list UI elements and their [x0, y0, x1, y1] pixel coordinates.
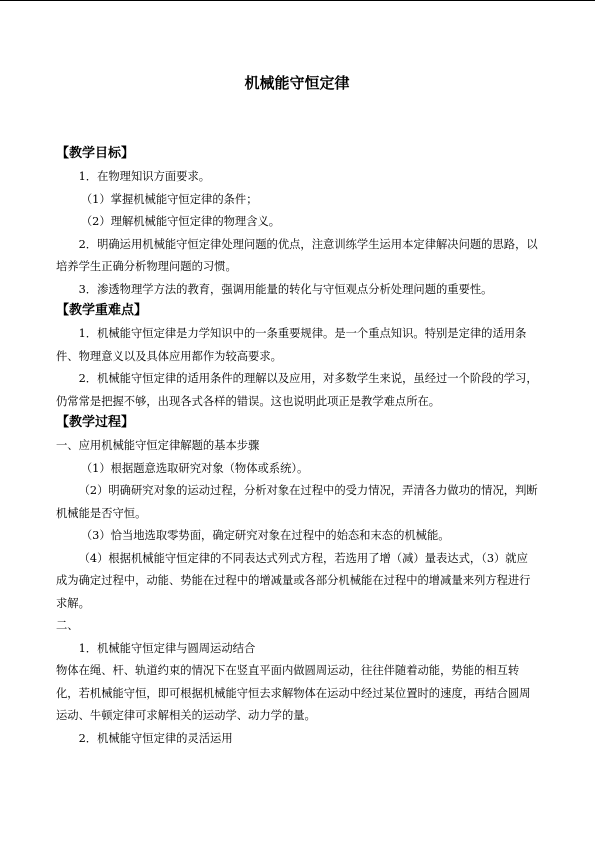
paragraph: 1．机械能守恒定律是力学知识中的一条重要规律。是一个重点知识。特别是定律的适用条件、物理意义以及具体应用都作为较高要求。 [56, 327, 527, 363]
section-heading-goals: 【教学目标】 [56, 146, 135, 161]
paragraph: 2．明确运用机械能守恒定律处理问题的优点，注意训练学生运用本定律解决问题的思路，以培养学生正确分析物理问题的习惯。 [56, 237, 538, 273]
section-teaching-goals [56, 144, 538, 301]
section-teaching-process [56, 413, 538, 750]
top-border-line [0, 0, 595, 1]
paragraph: （3）恰当地选取零势面，确定研究对象在过程中的始态和末态的机械能。 [80, 529, 450, 542]
paragraph: （4）根据机械能守恒定律的不同表达式列式方程，若选用了增（减）量表达式，（3）就应成为确定过程中，动能、势能在过程中的增减量或各部分机械能在过程中的增减量来列方程进行求解。 [56, 551, 531, 610]
paragraph: （1）掌握机械能守恒定律的条件； [80, 192, 258, 206]
paragraph: 1．在物理知识方面要求。 [78, 170, 211, 183]
document-page [56, 72, 538, 750]
section-heading-process: 【教学过程】 [56, 415, 135, 430]
paragraph: （1）根据题意选取研究对象（物体或系统）。 [80, 461, 309, 475]
paragraph: 一、应用机械能守恒定律解题的基本步骤 [56, 439, 260, 452]
section-key-difficulties [56, 301, 538, 413]
paragraph: 2．机械能守恒定律的灵活运用 [78, 731, 233, 745]
paragraph: 3．渗透物理学方法的教育，强调用能量的转化与守恒观点分析处理问题的重要性。 [78, 282, 493, 296]
paragraph: 2．机械能守恒定律的适用条件的理解以及应用，对多数学生来说，虽经过一个阶段的学习，仍常常是把握不够，出现各式各样的错误。这也说明此项正是教学难点所在。 [56, 372, 538, 408]
paragraph: （2）明确研究对象的运动过程，分析对象在过程中的受力情况，弄清各力做功的情况，判断机械能是否守恒。 [56, 484, 538, 520]
paragraph: 二、 [56, 619, 79, 632]
paragraph: 物体在绳、杆、轨道约束的情况下在竖直平面内做圆周运动，往往伴随着动能，势能的相互转化，若机械能守恒，即可根据机械能守恒去求解物体在运动中经过某位置时的速度，再结合圆周运动、牛顿定律可求解相关的运动学、动力学的量。 [56, 664, 531, 722]
paragraph: （2）理解机械能守恒定律的物理含义。 [80, 215, 281, 228]
document-title: 机械能守恒定律 [244, 74, 350, 92]
paragraph: 1．机械能守恒定律与圆周运动结合 [78, 641, 256, 655]
section-heading-key: 【教学重难点】 [56, 303, 148, 318]
